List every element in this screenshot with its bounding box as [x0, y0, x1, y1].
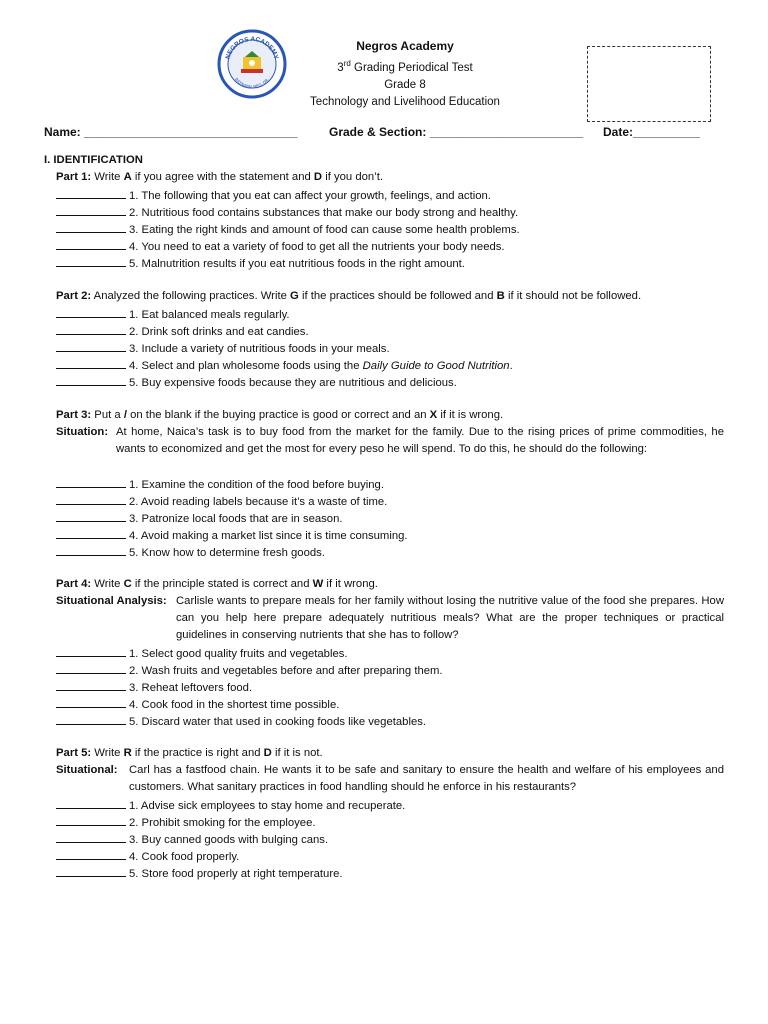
part1-item[interactable]: 2. Nutritious food contains substances that make our body strong and healthy.: [56, 203, 518, 222]
part2-instruction: Part 2: Analyzed the following practices. Write G if the practices should be followed and B if it should not be followed.: [56, 290, 642, 302]
part2-item[interactable]: 5. Buy expensive foods because they are nutritious and delicious.: [56, 373, 457, 392]
school-name: Negros Academy: [356, 39, 454, 53]
part3-situation: Situation: At home, Naica’s task is to buy food from the market for the family. Due to the rising prices of prime commodities, he wants to economized and get the most for every peso he will spend. To do this, he should do the following:: [56, 426, 724, 455]
part1-item[interactable]: 3. Eating the right kinds and amount of food can cause some health problems.: [56, 220, 520, 239]
part2-item[interactable]: 4. Select and plan wholesome foods using the Daily Guide to Good Nutrition.: [56, 356, 513, 375]
logo-bottom-text: BAYAWAN, NEG. OR.: [234, 76, 270, 90]
part5-instruction: Part 5: Write R if the practice is right and D if it is not.: [56, 747, 323, 759]
grade-section-field[interactable]: Grade & Section: _______________________: [329, 125, 584, 139]
part4-item[interactable]: 4. Cook food in the shortest time possible.: [56, 695, 339, 714]
part5-item[interactable]: 4. Cook food properly.: [56, 847, 239, 866]
grade-level: Grade 8: [384, 78, 426, 91]
part4-item[interactable]: 2. Wash fruits and vegetables before and after preparing them.: [56, 661, 443, 680]
part5-situation: Situational: Carl has a fastfood chain. He wants it to be safe and sanitary to ensure the health and welfare of his employees and customers. What sanitary practices in food handling should he enforce in his restaurants?: [56, 764, 724, 793]
logo-top-text: NEGROS ACADEMY: [224, 35, 280, 61]
part1-instruction: Part 1: Write A if you agree with the statement and D if you don’t.: [56, 171, 383, 183]
part4-item[interactable]: 5. Discard water that used in cooking foods like vegetables.: [56, 712, 426, 731]
part3-item[interactable]: 1. Examine the condition of the food before buying.: [56, 475, 384, 494]
part4-situation: Situational Analysis: Carlisle wants to prepare meals for her family without losing the nutritive value of the food she prepares. How can you help here prepare adequately nutritious meals? What are the proper techniques or practical guidelines in conserving nutrients that she has to follow?: [56, 595, 724, 641]
part3-item[interactable]: 5. Know how to determine fresh goods.: [56, 543, 325, 562]
photo-box: [587, 46, 711, 122]
part2-item[interactable]: 2. Drink soft drinks and eat candies.: [56, 322, 309, 341]
part3-instruction: Part 3: Put a / on the blank if the buying practice is good or correct and an X if it is wrong.: [56, 409, 504, 421]
section-title: I. IDENTIFICATION: [44, 154, 143, 166]
part4-item[interactable]: 1. Select good quality fruits and vegetables.: [56, 644, 348, 663]
part5-item[interactable]: 1. Advise sick employees to stay home and recuperate.: [56, 796, 405, 815]
part5-item[interactable]: 3. Buy canned goods with bulging cans.: [56, 830, 328, 849]
part2-item[interactable]: 3. Include a variety of nutritious foods in your meals.: [56, 339, 390, 358]
part3-item[interactable]: 4. Avoid making a market list since it is time consuming.: [56, 526, 408, 545]
part1-item[interactable]: 1. The following that you eat can affect your growth, feelings, and action.: [56, 186, 491, 205]
date-field[interactable]: Date:__________: [603, 125, 700, 139]
part5-item[interactable]: 2. Prohibit smoking for the employee.: [56, 813, 316, 832]
name-field[interactable]: Name: ________________________________: [44, 125, 298, 139]
subject-name: Technology and Livelihood Education: [310, 95, 500, 108]
part4-instruction: Part 4: Write C if the principle stated is correct and W if it wrong.: [56, 578, 378, 590]
part3-item[interactable]: 2. Avoid reading labels because it’s a waste of time.: [56, 492, 387, 511]
document-header: [270, 38, 540, 111]
part1-item[interactable]: 5. Malnutrition results if you eat nutritious foods in the right amount.: [56, 254, 465, 273]
part4-item[interactable]: 3. Reheat leftovers food.: [56, 678, 252, 697]
test-title: 3rd Grading Periodical Test: [337, 59, 473, 74]
part1-item[interactable]: 4. You need to eat a variety of food to get all the nutrients your body needs.: [56, 237, 505, 256]
part2-item[interactable]: 1. Eat balanced meals regularly.: [56, 305, 290, 324]
part5-item[interactable]: 5. Store food properly at right temperature.: [56, 864, 343, 883]
part3-item[interactable]: 3. Patronize local foods that are in season.: [56, 509, 343, 528]
